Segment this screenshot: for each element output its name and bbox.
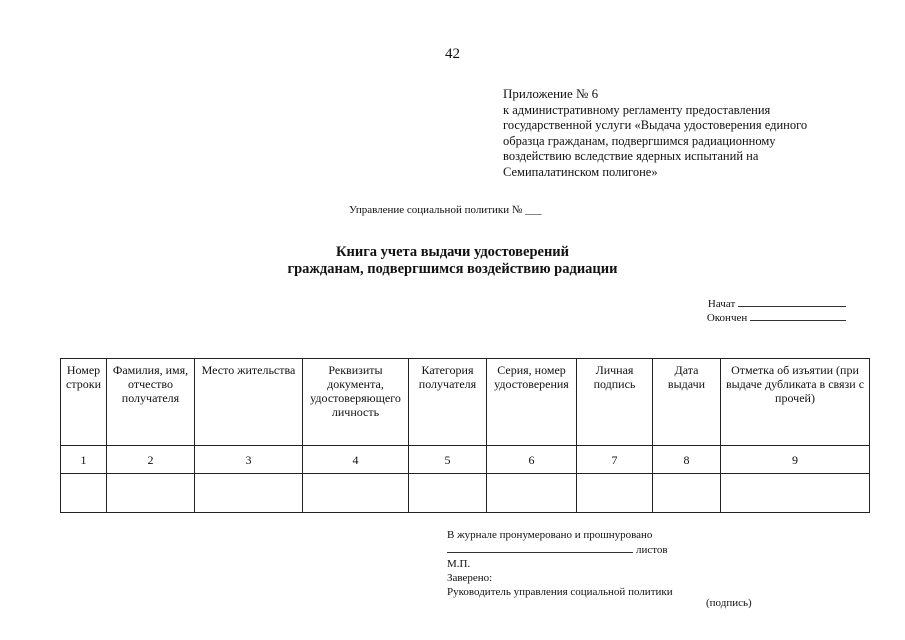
- numbered-text: В журнале пронумеровано и прошнуровано: [447, 529, 653, 541]
- column-number: 4: [303, 446, 409, 474]
- appendix-line: к административному регламенту предоставления: [503, 102, 771, 117]
- book-title-line: Книга учета выдачи удостоверений: [335, 244, 570, 260]
- table-row: [61, 474, 870, 513]
- column-header: Категория получателя: [409, 359, 487, 446]
- column-number: 9: [721, 446, 870, 474]
- finished-blank: [750, 311, 846, 321]
- appendix-line: образца гражданам, подвергшимся радиационному: [503, 133, 776, 148]
- started-row: [700, 297, 846, 311]
- table-cell: [577, 474, 653, 513]
- appendix-block: [503, 86, 843, 180]
- department-label: Управление социальной политики № ___: [349, 204, 542, 216]
- register-table: [60, 358, 870, 513]
- column-header: Место жительства: [195, 359, 303, 446]
- sheets-blank: [447, 542, 633, 553]
- book-title-line: гражданам, подвергшимся воздействию радиации: [287, 261, 618, 277]
- column-header: Номер строки: [61, 359, 107, 446]
- started-blank: [738, 297, 846, 307]
- column-number: 5: [409, 446, 487, 474]
- column-header: Дата выдачи: [653, 359, 721, 446]
- column-header: Личная подпись: [577, 359, 653, 446]
- appendix-line: государственной услуги «Выдача удостоверения единого: [503, 118, 808, 132]
- table-cell: [303, 474, 409, 513]
- appendix-line: Семипалатинском полигоне»: [503, 164, 658, 179]
- table-cell: [653, 474, 721, 513]
- column-number-row: [61, 446, 870, 474]
- table-cell: [195, 474, 303, 513]
- dates-block: [700, 297, 846, 325]
- finished-label: Окончен: [706, 312, 748, 324]
- table-cell: [61, 474, 107, 513]
- book-title: [0, 244, 905, 278]
- table-cell: [487, 474, 577, 513]
- finished-row: [700, 311, 846, 325]
- head-title: Руководитель управления социальной политики: [447, 586, 673, 598]
- started-label: Начат: [707, 298, 736, 310]
- sheets-row: [447, 542, 673, 557]
- column-header: Реквизиты документа, удостоверяющего личность: [303, 359, 409, 446]
- appendix-title: Приложение № 6: [503, 86, 599, 101]
- appendix-line: воздействию вследствие ядерных испытаний на: [503, 149, 759, 163]
- table-cell: [107, 474, 195, 513]
- column-number: 3: [195, 446, 303, 474]
- column-header: Серия, номер удостоверения: [487, 359, 577, 446]
- column-number: 2: [107, 446, 195, 474]
- column-header: Отметка об изъятии (при выдаче дубликата в связи с прочей): [721, 359, 870, 446]
- column-number: 7: [577, 446, 653, 474]
- column-number: 6: [487, 446, 577, 474]
- column-number: 8: [653, 446, 721, 474]
- column-header: Фамилия, имя, отчество получателя: [107, 359, 195, 446]
- header-row: [61, 359, 870, 446]
- footer-block: [447, 528, 673, 599]
- page-number: 42: [445, 46, 460, 62]
- stamp-label: М.П.: [447, 558, 471, 570]
- signature-label: (подпись): [706, 597, 752, 609]
- table-cell: [721, 474, 870, 513]
- sheets-label: листов: [636, 544, 668, 556]
- column-number: 1: [61, 446, 107, 474]
- table-cell: [409, 474, 487, 513]
- certified-label: Заверено:: [447, 572, 493, 584]
